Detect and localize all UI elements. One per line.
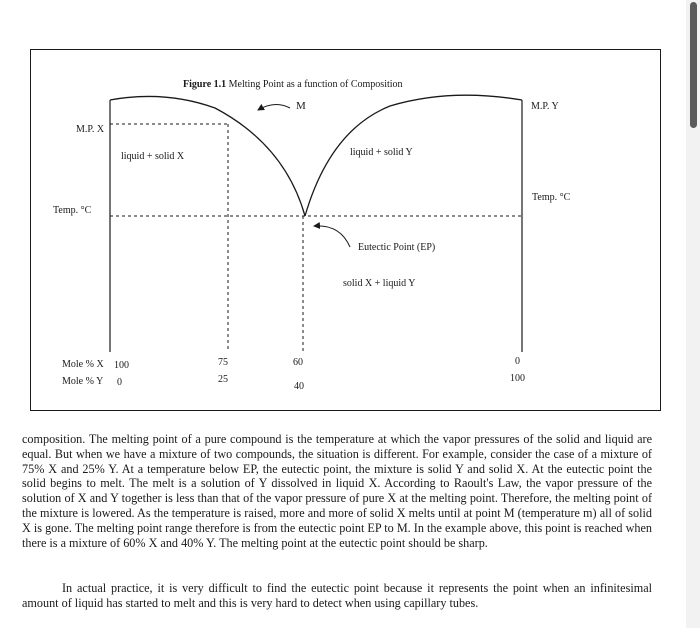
tick-y-25: 25: [218, 374, 228, 385]
tick-x-100: 100: [114, 360, 129, 371]
body-paragraph-1: composition. The melting point of a pure compound is the temperature at which the vapor pressures of the solid and liquid are equal. But when we have a mixture of two compounds, the situation is different. For example, consider the case of a mixture of 75% X and 25% Y. At a temperature below EP, the eutectic point, the mixture is solid Y and solid X. At the eutectic point the solid begins to melt. The melt is a solution of Y dissolved in liquid X. According to Raoult's Law, the vapor pressure of the solution of X and Y together is less than that of the vapor pressure of pure X at the melting point. Therefore, the melting point of the mixture is lowered. As the temperature is raised, more and more of solid X melts until at point M (temperature m) all of solid X is gone. The melting point range therefore is from the eutectic point EP to M. In the example above, this point is reached when there is a mixture of 60% X and 40% Y. The melting point at the eutectic point should be sharp.: [22, 432, 652, 550]
label-eutectic-point: Eutectic Point (EP): [358, 242, 436, 253]
label-mp-y: M.P. Y: [531, 101, 559, 112]
label-temp-left: Temp. °C: [53, 205, 92, 216]
label-solid-x-liquid-y: solid X + liquid Y: [343, 278, 416, 289]
tick-x-75: 75: [218, 357, 228, 368]
tick-x-0: 0: [515, 356, 520, 367]
liquidus-curve-y: [305, 95, 522, 216]
ep-arrow: [314, 226, 350, 247]
figure-number: Figure 1.1: [183, 79, 227, 90]
tick-x-60: 60: [293, 357, 303, 368]
tick-y-0: 0: [117, 377, 122, 388]
label-liquid-solid-x: liquid + solid X: [121, 151, 185, 162]
body-paragraph-2: In actual practice, it is very difficult to find the eutectic point because it represents the point when an infinitesimal amount of liquid has started to melt and this is very hard to detect when using capillary tubes.: [22, 581, 652, 610]
figure-title: [183, 79, 403, 91]
tick-y-100: 100: [510, 373, 525, 384]
m-arrow: [258, 104, 290, 110]
label-m: M: [296, 100, 306, 112]
axis-label-mole-x: Mole % X: [62, 359, 104, 370]
tick-y-40: 40: [294, 381, 304, 392]
label-mp-x: M.P. X: [76, 124, 105, 135]
label-liquid-solid-y: liquid + solid Y: [350, 147, 413, 158]
axis-label-mole-y: Mole % Y: [62, 376, 104, 387]
figure-title-text: Melting Point as a function of Composition: [226, 79, 403, 90]
label-temp-right: Temp. °C: [532, 192, 571, 203]
